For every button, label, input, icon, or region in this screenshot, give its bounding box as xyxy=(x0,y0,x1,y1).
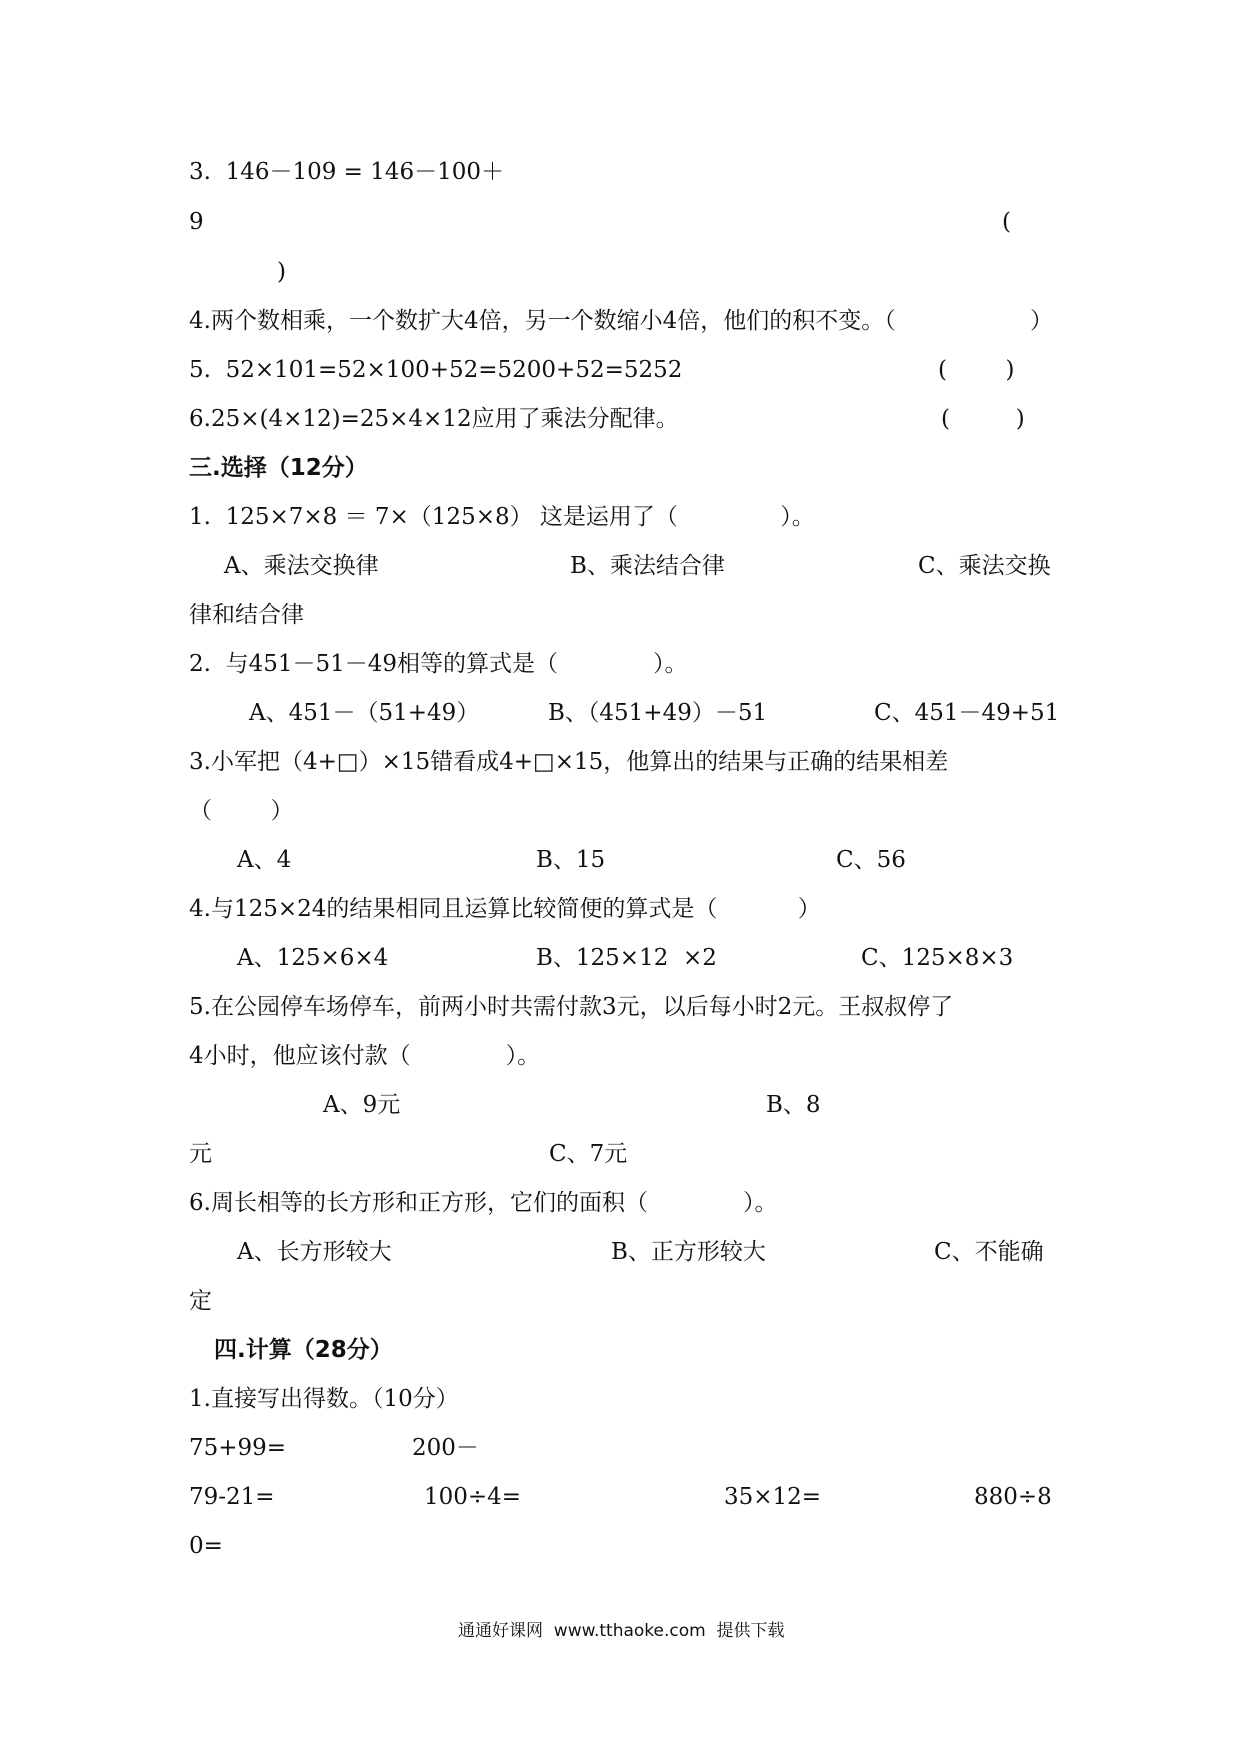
choice-q1-option-c: C、乘法交换 xyxy=(918,553,1051,579)
choice-q5-option-b: B、8 xyxy=(766,1092,821,1118)
calc-item: 79-21= xyxy=(189,1484,275,1510)
choice-q1-option-a: A、乘法交换律 xyxy=(224,553,379,579)
judge-q6-paren: ( ) xyxy=(941,406,1025,432)
choice-q1: 1. 125×7×8 ＝ 7×（125×8） 这是运用了（ ）。 xyxy=(189,504,815,530)
judge-q3-line2: 9 xyxy=(189,209,204,235)
choice-q2: 2. 与451－51－49相等的算式是（ ）。 xyxy=(189,651,688,677)
page-footer: 通通好课网 www.tthaoke.com 提供下载 xyxy=(458,1621,785,1641)
judge-q5-paren: ( ) xyxy=(938,357,1015,383)
choice-q5-option-c: C、7元 xyxy=(549,1141,628,1167)
choice-q4-option-c: C、125×8×3 xyxy=(861,945,1014,971)
choice-q4-option-a: A、125×6×4 xyxy=(237,945,389,971)
choice-q2-option-b: B、（451+49）－51 xyxy=(548,700,768,726)
calc-item: 35×12= xyxy=(724,1484,822,1510)
choice-q5-option-a: A、9元 xyxy=(323,1092,401,1118)
choice-q3-option-b: B、15 xyxy=(536,847,606,873)
choice-q6-option-b: B、正方形较大 xyxy=(611,1239,766,1265)
judge-q4-paren-close: ） xyxy=(1030,308,1053,334)
choice-q6-option-c: C、不能确 xyxy=(934,1239,1044,1265)
choice-q1-option-c-cont: 律和结合律 xyxy=(189,602,304,628)
choice-q5-option-b-cont: 元 xyxy=(189,1141,212,1167)
section-heading-calc: 四.计算（28分） xyxy=(214,1337,393,1363)
judge-q6: 6.25×(4×12)=25×4×12应用了乘法分配律。 xyxy=(189,406,679,432)
choice-q5: 5.在公园停车场停车，前两小时共需付款3元，以后每小时2元。王叔叔停了 xyxy=(189,994,954,1020)
choice-q6: 6.周长相等的长方形和正方形，它们的面积（ ）。 xyxy=(189,1190,778,1216)
calc-item: 100÷4= xyxy=(424,1484,522,1510)
choice-q6-option-c-cont: 定 xyxy=(189,1288,212,1314)
calc-q1: 1.直接写出得数。（10分） xyxy=(189,1386,459,1412)
judge-q3-line1: 3. 146－109 = 146－100＋ xyxy=(189,159,505,185)
judge-q3-paren-close: ) xyxy=(277,259,286,285)
choice-q4-option-b: B、125×12 ×2 xyxy=(536,945,717,971)
choice-q3-option-a: A、4 xyxy=(237,847,292,873)
calc-item: 880÷8 xyxy=(974,1484,1052,1510)
judge-q3-paren-open: ( xyxy=(1002,209,1011,235)
choice-q1-option-b: B、乘法结合律 xyxy=(570,553,725,579)
choice-q3: 3.小军把（4+□）×15错看成4+□×15，他算出的结果与正确的结果相差 xyxy=(189,749,949,775)
calc-item: 0= xyxy=(189,1533,223,1559)
choice-q6-option-a: A、长方形较大 xyxy=(237,1239,392,1265)
section-heading-choice: 三.选择（12分） xyxy=(189,455,368,481)
choice-q4: 4.与125×24的结果相同且运算比较简便的算式是（ ） xyxy=(189,896,821,922)
calc-item: 75+99= xyxy=(189,1435,287,1461)
calc-item: 200－ xyxy=(412,1435,479,1461)
judge-q4: 4.两个数相乘，一个数扩大4倍，另一个数缩小4倍，他们的积不变。（ xyxy=(189,308,896,334)
choice-q2-option-c: C、451－49+51 xyxy=(874,700,1060,726)
choice-q2-option-a: A、451－（51+49） xyxy=(249,700,480,726)
choice-q3-paren: （ ） xyxy=(189,798,294,824)
choice-q5-cont: 4小时，他应该付款（ ）。 xyxy=(189,1043,541,1069)
choice-q3-option-c: C、56 xyxy=(836,847,906,873)
judge-q5: 5. 52×101=52×100+52=5200+52=5252 xyxy=(189,357,683,383)
